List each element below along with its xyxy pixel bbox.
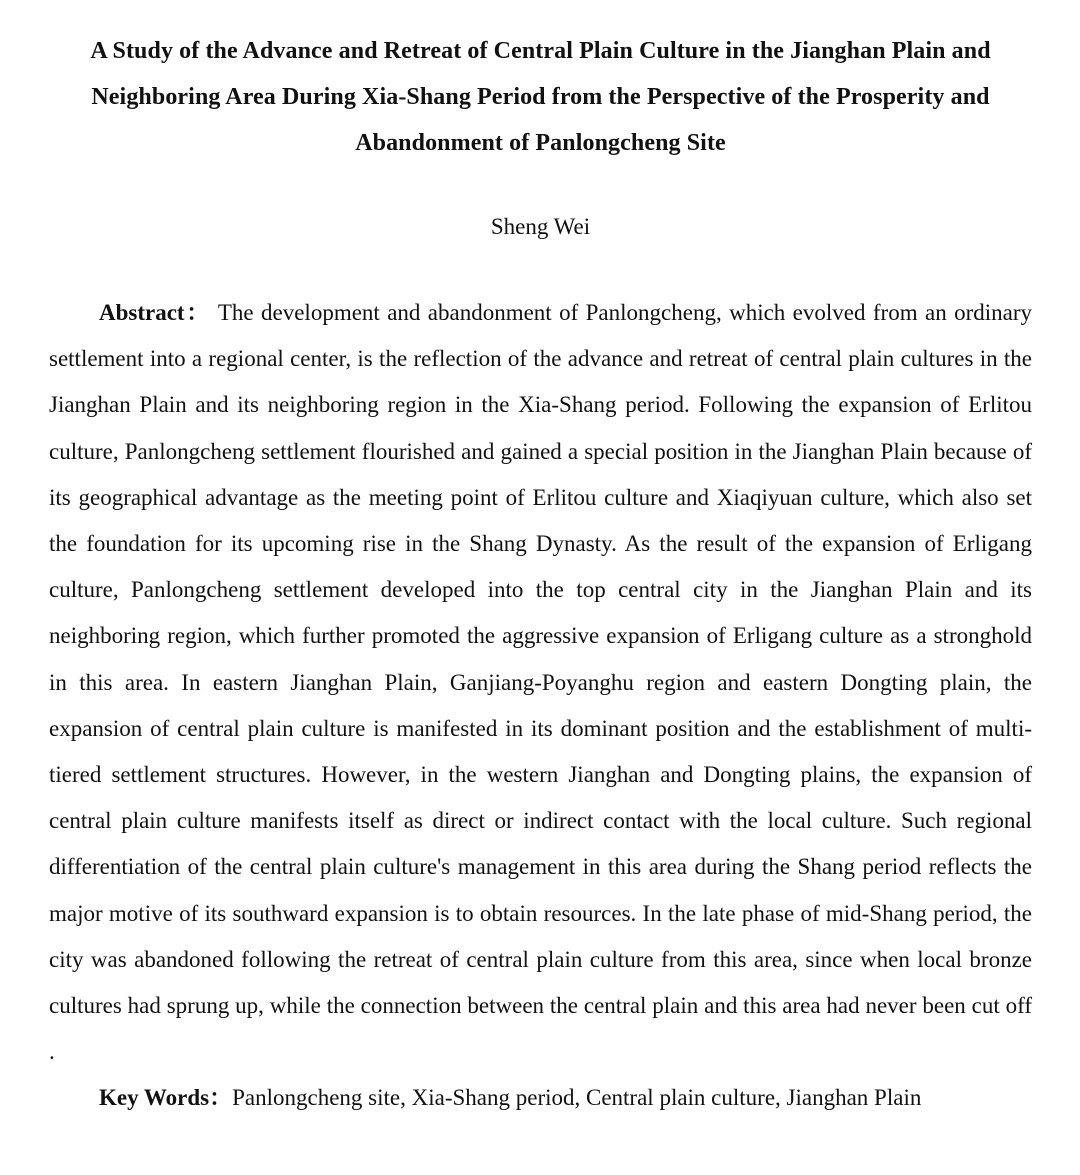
paper-title (49, 28, 1032, 166)
abstract-paragraph (49, 290, 1032, 1075)
title-line-2: Neighboring Area During Xia-Shang Period from the Perspective of the Prosperity and (91, 84, 990, 110)
keywords-label: Key Words： (99, 1085, 233, 1111)
title-line-1: A Study of the Advance and Retreat of Central Plain Culture in the Jianghan Plain and (90, 38, 991, 64)
author-name: Sheng Wei (490, 214, 591, 239)
abstract-label: Abstract： (99, 300, 211, 325)
keywords-text: Panlongcheng site, Xia-Shang period, Central plain culture, Jianghan Plain (232, 1085, 922, 1111)
title-line-3: Abandonment of Panlongcheng Site (355, 130, 726, 156)
keywords-paragraph (49, 1075, 1032, 1121)
abstract-text: The development and abandonment of Panlongcheng, which evolved from an ordinary settlement into a regional center, is the reflection of the advance and retreat of central plain cultures in the Jianghan Plain and its neighboring region in the Xia-Shang period. Following the expansion of Erlitou culture, Panlongcheng settlement flourished and gained a special position in the Jianghan Plain because of its geographical advantage as the meeting point of Erlitou culture and Xiaqiyuan culture, which also set the foundation for its upcoming rise in the Shang Dynasty. As the result of the expansion of Erligang culture, Panlongcheng settlement developed into the top central city in the Jianghan Plain and its neighboring region, which further promoted the aggressive expansion of Erligang culture as a stronghold in this area. In eastern Jianghan Plain, Ganjiang-Poyanghu region and eastern Dongting plain, the expansion of central plain culture is manifested in its dominant position and the establishment of multi-tiered settlement structures. However, in the western Jianghan and Dongting plains, the expansion of central plain culture manifests itself as direct or indirect contact with the local culture. Such regional differentiation of the central plain culture's management in this area during the Shang period reflects the major motive of its southward expansion is to obtain resources. In the late phase of mid-Shang period, the city was abandoned following the retreat of central plain culture from this area, since when local bronze cultures had sprung up, while the connection between the central plain and this area had never been cut off . (49, 300, 1032, 1065)
